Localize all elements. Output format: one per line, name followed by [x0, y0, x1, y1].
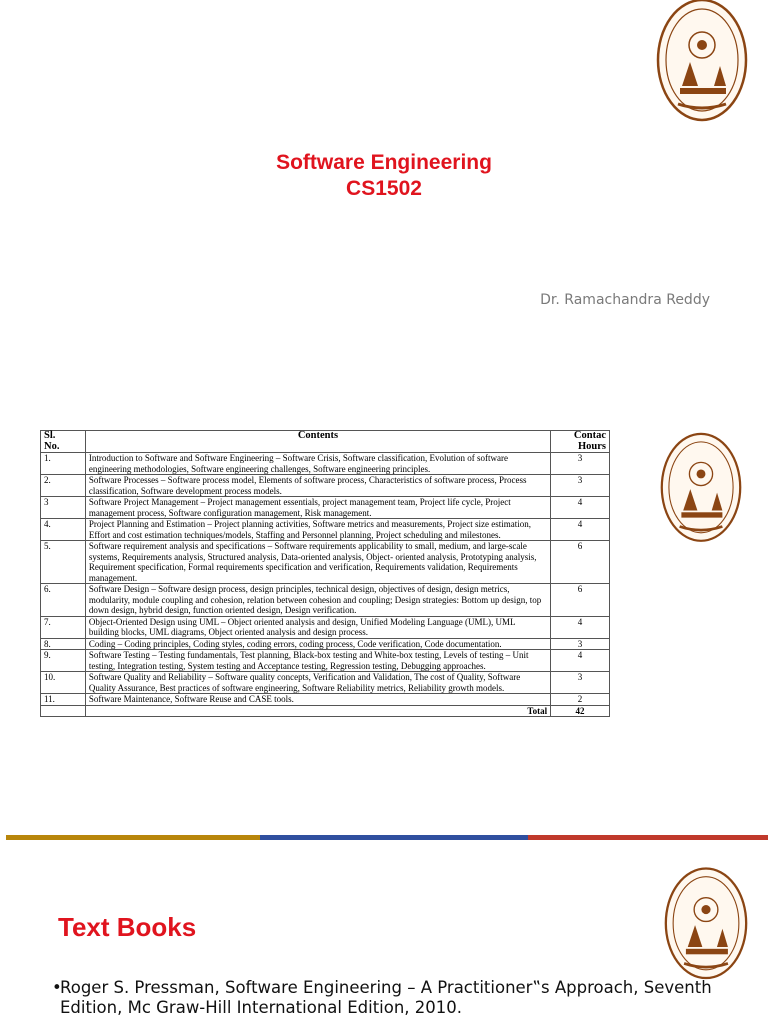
row-contents: Software Quality and Reliability – Software quality concepts, Verification and Validation, The cost of Quality, Software Quality Assurance, Best practices of software engineering, Software Reliability metrics, Reliability growth models.: [85, 672, 550, 694]
nit-jamshedpur-seal-icon: [656, 0, 748, 126]
table-row: [41, 650, 610, 672]
nit-jamshedpur-seal-icon: [660, 432, 742, 548]
row-hours: 3: [551, 475, 610, 497]
row-contents: Object-Oriented Design using UML – Object oriented analysis and design, Unified Modeling Language (UML), UML building blocks, UML diagrams, Object oriented analysis and design process.: [85, 616, 550, 638]
row-hours: 2: [551, 694, 610, 706]
table-row: [41, 497, 610, 519]
row-hours: 3: [551, 638, 610, 650]
syllabus-table: [40, 430, 610, 717]
syllabus-slide: [0, 400, 768, 840]
header-contents: Contents: [85, 431, 550, 453]
table-row: [41, 584, 610, 617]
row-number: 9.: [41, 650, 86, 672]
row-hours: 4: [551, 616, 610, 638]
row-contents: Software Processes – Software process model, Elements of software process, Characteristics of software process, Process classification, Software development process models.: [85, 475, 550, 497]
course-name: Software Engineering: [276, 151, 492, 174]
reference-text: Roger S. Pressman, Software Engineering – A Practitioner‟s Approach, Seventh Edition, Mc Graw-Hill International Edition, 2010.: [60, 978, 712, 1017]
row-hours: 4: [551, 497, 610, 519]
row-contents: Software Testing – Testing fundamentals, Test planning, Black-box testing and White-box testing, Levels of testing – Unit testing, Integration testing, System testing and Acceptance testing, Regression testing, Debugging approaches.: [85, 650, 550, 672]
row-number: 6.: [41, 584, 86, 617]
row-contents: Introduction to Software and Software Engineering – Software Crisis, Software classification, Evolution of software engineering methodologies, Software engineering challenges, Software engineering principles.: [85, 453, 550, 475]
table-row: [41, 453, 610, 475]
header-contact-hours: Contac Hours: [551, 431, 610, 453]
row-hours: 6: [551, 584, 610, 617]
author-name: Dr. Ramachandra Reddy: [540, 292, 710, 308]
table-row: [41, 475, 610, 497]
total-hours: 42: [551, 705, 610, 717]
textbooks-slide: [0, 840, 768, 1024]
total-label: Total: [85, 705, 550, 717]
row-contents: Software Design – Software design process, design principles, technical design, objectives of design, design metrics, modularity, module coupling and cohesion, relation between cohesion and coupling; Design strategies: Bottom up design, top down design, hybrid design, function oriented design, Design verification.: [85, 584, 550, 617]
textbooks-heading: Text Books: [58, 912, 197, 942]
table-row: [41, 519, 610, 541]
row-contents: Software requirement analysis and specifications – Software requirements applicability to small, medium, and large-scale systems, Requirements analysis, Structured analysis, Data-oriented analysis, Object- oriented analysis, Prototyping analysis, Requirement specification, Formal requirements specification and verification, Requirements validation, Requirements management.: [85, 541, 550, 584]
title-slide: [0, 0, 768, 400]
presentation-title: [0, 150, 768, 202]
nit-jamshedpur-seal-icon: [664, 866, 748, 986]
row-hours: 4: [551, 650, 610, 672]
reference-item: [52, 978, 750, 1018]
row-hours: 4: [551, 519, 610, 541]
table-row: [41, 672, 610, 694]
course-code: CS1502: [346, 177, 422, 200]
row-number: 5.: [41, 541, 86, 584]
row-hours: 3: [551, 453, 610, 475]
bullet-icon: •: [52, 978, 62, 997]
table-row: [41, 616, 610, 638]
table-row: [41, 694, 610, 706]
row-contents: Software Maintenance, Software Reuse and CASE tools.: [85, 694, 550, 706]
row-number: 1.: [41, 453, 86, 475]
row-number: 11.: [41, 694, 86, 706]
row-hours: 3: [551, 672, 610, 694]
row-contents: Software Project Management – Project management essentials, project management team, Project life cycle, Project management process, Software configuration management, Risk management.: [85, 497, 550, 519]
row-number: 4.: [41, 519, 86, 541]
row-number: 10.: [41, 672, 86, 694]
table-row: [41, 638, 610, 650]
table-total-row: [41, 705, 610, 717]
row-number: 2.: [41, 475, 86, 497]
header-sl-no: Sl. No.: [41, 431, 86, 453]
row-contents: Coding – Coding principles, Coding styles, coding errors, coding process, Code verification, Code documentation.: [85, 638, 550, 650]
table-row: [41, 541, 610, 584]
table-header-row: [41, 431, 610, 453]
row-number: 8.: [41, 638, 86, 650]
row-hours: 6: [551, 541, 610, 584]
row-contents: Project Planning and Estimation – Project planning activities, Software metrics and measurements, Project size estimation, Effort and cost estimation techniques/models, Staffing and Personnel planning, Project scheduling and milestones.: [85, 519, 550, 541]
row-number: 3: [41, 497, 86, 519]
row-number: 7.: [41, 616, 86, 638]
